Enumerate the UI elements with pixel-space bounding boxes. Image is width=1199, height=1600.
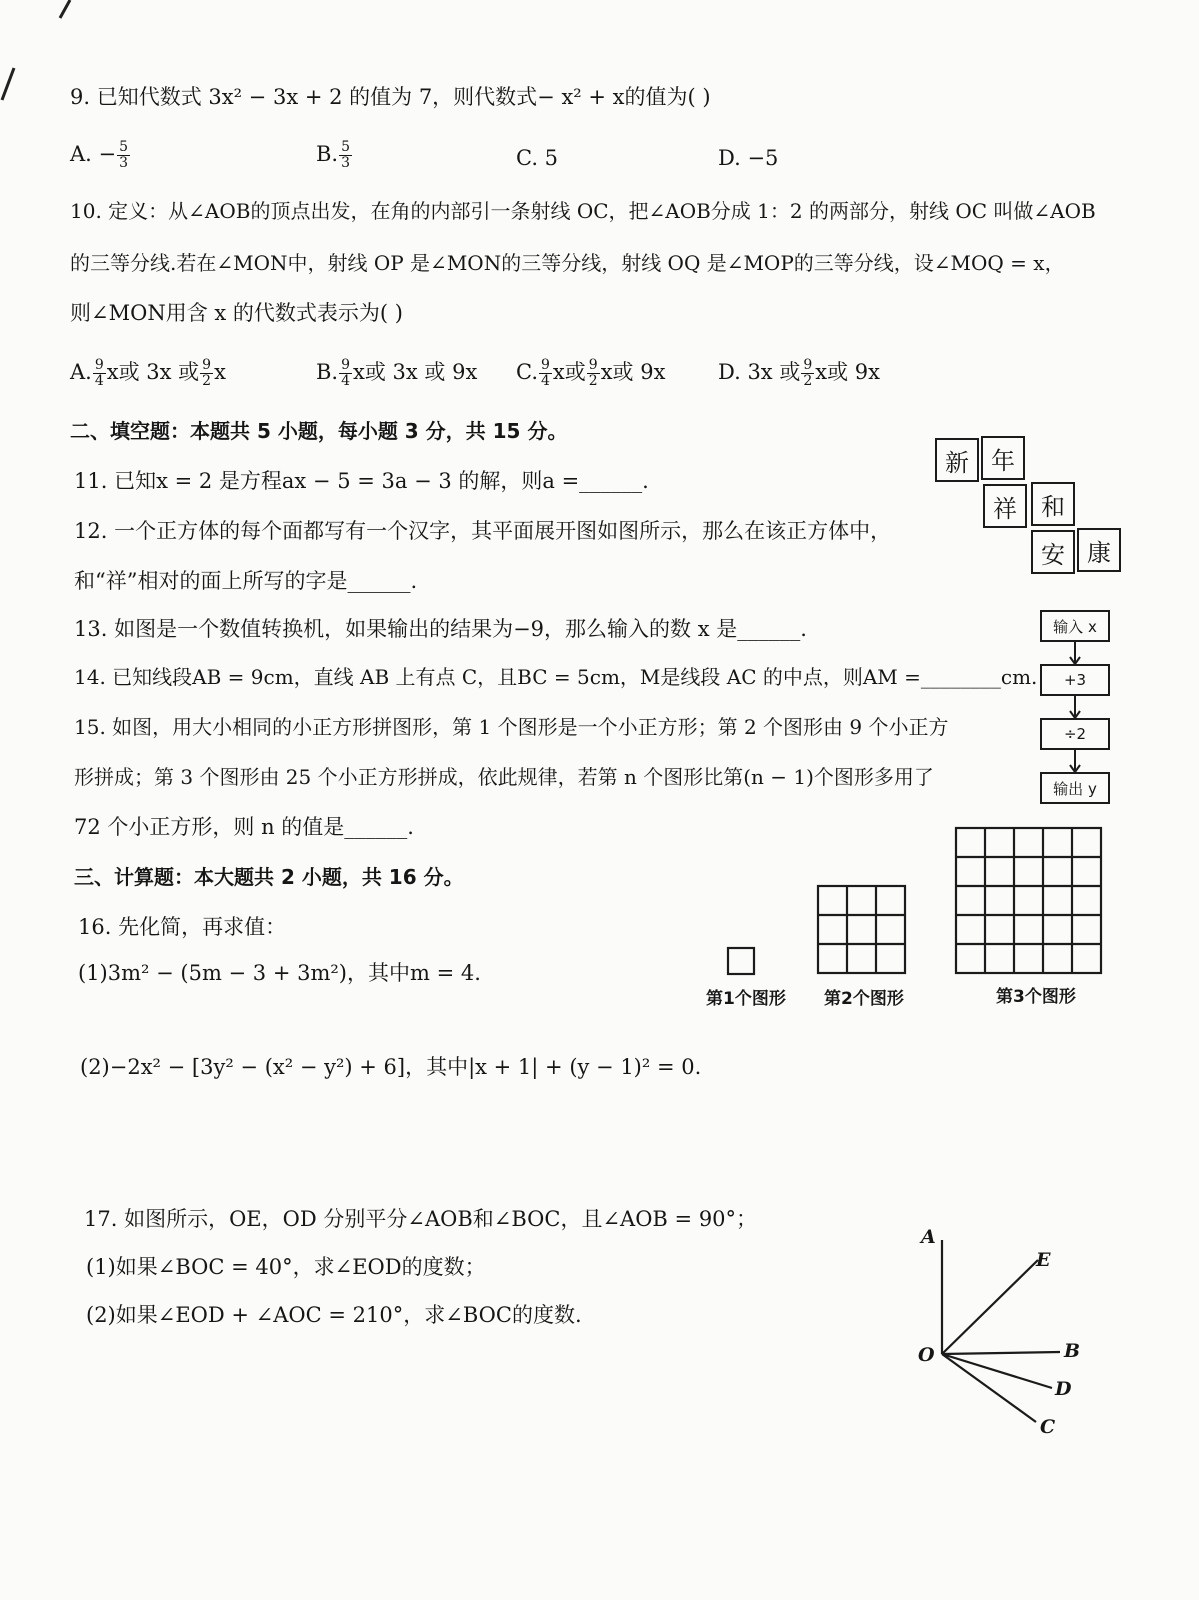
point-label-e: E [1036,1249,1051,1271]
point-label-a: A [921,1226,936,1248]
point-label-o: O [918,1344,935,1366]
point-label-c: C [1040,1416,1056,1438]
q10-option-b: B. $\frac{9}{4}$ x或 3x 或 9x [316,357,478,389]
machine-arrows [1060,640,1090,776]
q10-option-c: C. $\frac{9}{4}$ x或 $\frac{9}{2}$ x或 9x [516,357,666,389]
q14: 14. 已知线段AB = 9cm，直线 AB 上有点 C，且BC = 5cm，M是线段 AC 的中点，则AM =________cm. [74,665,1038,689]
q9-stem: 9. 已知代数式 3x² − 3x + 2 的值为 7，则代数式− x² + x的值为( ) [70,85,711,109]
q15-line1: 15. 如图，用大小相同的小正方形拼图形，第 1 个图形是一个小正方形；第 2 个图形由 9 个小正方 [74,715,949,739]
q16-title: 16. 先化简，再求值： [78,915,287,939]
q17-part2: (2)如果∠EOD + ∠AOC = 210°，求∠BOC的度数. [86,1303,582,1327]
ray-oc [942,1354,1036,1422]
machine-op2-box: ÷2 [1040,718,1110,750]
machine-output-box: 输出 y [1040,772,1110,804]
cube-face-an: 安 [1031,530,1075,574]
cube-face-xiang: 祥 [983,484,1027,528]
q16-part2: (2)−2x² − [3y² − (x² − y²) + 6]，其中|x + 1| + (y − 1)² = 0. [80,1055,702,1079]
ray-oe [942,1260,1038,1354]
q16-part1: (1)3m² − (5m − 3 + 3m²)，其中m = 4. [78,961,481,985]
point-label-b: B [1064,1340,1081,1362]
q15-line2: 形拼成；第 3 个图形由 25 个小正方形拼成，依此规律，若第 n 个图形比第(n − 1)个图形多用了 [74,765,934,789]
q10-option-d: D. 3x 或 $\frac{9}{2}$ x或 9x [718,357,880,389]
pattern-caption-1: 第1个图形 [706,989,786,1009]
q9-option-a: A. − $\frac{5}{3}$ [70,139,129,171]
q11: 11. 已知x = 2 是方程ax − 5 = 3a − 3 的解，则a =______. [74,469,649,493]
scan-mark [0,0,80,110]
ray-od [942,1354,1052,1388]
q9-option-b: B. $\frac{5}{3}$ [316,139,351,171]
cube-face-he: 和 [1031,482,1075,526]
q12-line1: 12. 一个正方体的每个面都写有一个汉字，其平面展开图如图所示，那么在该正方体中， [74,519,892,543]
pattern-figure-2 [818,886,905,973]
cube-face-xin: 新 [935,438,979,482]
q13: 13. 如图是一个数值转换机，如果输出的结果为−9，那么输入的数 x 是______. [74,617,807,641]
q17-stem: 17. 如图所示，OE，OD 分别平分∠AOB和∠BOC，且∠AOB = 90°； [84,1207,758,1231]
machine-op1-box: +3 [1040,664,1110,696]
pattern-caption-3: 第3个图形 [996,987,1076,1007]
section-heading-calculation: 三、计算题：本大题共 2 小题，共 16 分。 [74,865,464,889]
square-pattern-figures [720,820,1120,980]
q9-option-d: D. −5 [718,146,779,170]
section-heading-fill-in: 二、填空题：本题共 5 小题，每小题 3 分，共 15 分。 [70,419,568,443]
pattern-figure-1 [728,948,754,974]
angle-figure [900,1220,1100,1450]
pattern-figure-3 [956,828,1101,973]
q15-line3: 72 个小正方形，则 n 的值是______. [74,815,414,839]
q10-option-a: A. $\frac{9}{4}$ x或 3x 或 $\frac{9}{2}$ x [70,357,226,389]
q10-line3: 则∠MON用含 x 的代数式表示为( ) [70,301,403,325]
point-label-d: D [1055,1378,1072,1400]
machine-input-box: 输入 x [1040,610,1110,642]
q10-line2: 的三等分线.若在∠MON中，射线 OP 是∠MON的三等分线，射线 OQ 是∠MOP的三等分线，设∠MOQ = x， [70,251,1065,275]
q17-part1: (1)如果∠BOC = 40°，求∠EOD的度数； [86,1255,486,1279]
q9-option-c: C. 5 [516,146,559,170]
cube-face-nian: 年 [981,436,1025,480]
cube-face-kang: 康 [1077,528,1121,572]
pattern-caption-2: 第2个图形 [824,989,904,1009]
q10-line1: 10. 定义：从∠AOB的顶点出发，在角的内部引一条射线 OC，把∠AOB分成 1：2 的两部分，射线 OC 叫做∠AOB [70,199,1096,223]
ray-ob [942,1352,1060,1354]
q12-line2: 和“祥”相对的面上所写的字是______. [74,569,418,593]
